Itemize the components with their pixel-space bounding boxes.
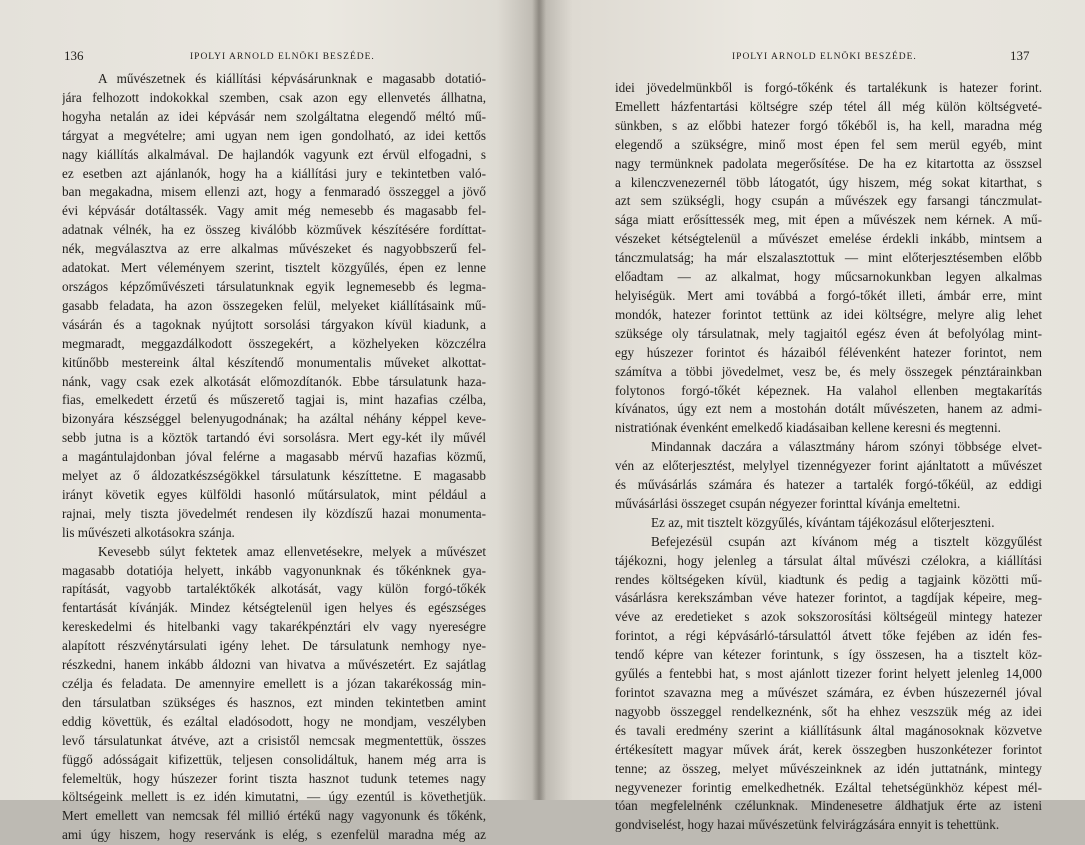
text-line: fias, emelkedett érzetű és műszerető tagjai is, mint hazafias czélba, bbox=[62, 392, 486, 408]
text-line: tendő képre van kétezer forintunk, s így összesen, ha a tisztelt köz- bbox=[615, 647, 1042, 663]
text-line: gondviselést, hogy hazai művészetünk felvirágzására ennyit is tehettünk. bbox=[615, 817, 1000, 833]
text-line: adatokat. Mert véleményem szerint, tisztelt közgyűlés, épen ez lenne bbox=[62, 260, 486, 276]
text-line: kitűnőbb mestereink által készítendő monumentalis műveket alkottat- bbox=[62, 354, 486, 370]
page-number: 136 bbox=[64, 48, 84, 63]
text-line: előadtam — az alkalmat, hogy műcsarnokunkban legyen alkalmas bbox=[615, 269, 1042, 285]
text-line: elegendő a szükségre, minő most épen fel sem merül egyéb, mint bbox=[615, 136, 1042, 152]
text-line: kívánatos, úgy ezt nem a mostohán dotált művészeten, hanem az admi- bbox=[615, 401, 1042, 417]
text-line: egy húszezer forintot és házaiból félévenként hatezer forintot, nem bbox=[615, 344, 1042, 360]
text-line: lis művészeti alkotásokra szánja. bbox=[62, 524, 235, 540]
text-line: vásárlásra kerekszámban véve hatezer forintot, a tagdíjak képeire, meg- bbox=[615, 590, 1042, 606]
text-line: mondók, hatezer forintot tettünk az idei költségre, melyre alig lehet bbox=[615, 306, 1042, 322]
text-line: nistratiónak évenként emelkedő kiadásaiban kellene keresni és megtenni. bbox=[615, 420, 1001, 436]
text-line: a magántulajdonban jóval felérne a magasabb mérvű hazafias közmű, bbox=[62, 449, 486, 465]
text-line: ez esetben azt ajánlanók, hogy ha a kiállítási jury e tekintetben való- bbox=[62, 165, 486, 181]
text-line: tájékozni, hogy jelenleg a társulat által művészi czélokra, a kiállítási bbox=[615, 552, 1042, 568]
text-line: rendes költségeken kívül, kiadtunk és pedig a tagjaink közötti mű- bbox=[615, 571, 1042, 587]
text-line: függő adósságait kifizettük, teljesen consolidáltuk, hanem még arra is bbox=[62, 751, 486, 767]
right-page bbox=[540, 0, 1085, 833]
text-line: nagyobb összeggel rendelkeznénk, sőt ha ehhez veszszük még az idei bbox=[615, 703, 1042, 719]
text-line: nagy kiállítás alkalmával. De hajlandók vagyunk ezt érvül elfogadni, s bbox=[62, 146, 486, 162]
left-page bbox=[0, 0, 540, 843]
text-line: adatnak vélnék, ha ez összeg kiválóbb közművek készítésére fordíttat- bbox=[62, 222, 486, 238]
text-line: sebb jutna is a köztök tartandó évi sorsolásra. Mert egy-két ily művél bbox=[62, 430, 486, 446]
page-number: 137 bbox=[1010, 48, 1030, 63]
text-line: helyiségük. Mert ami továbbá a forgó-tőkét illeti, ámbár erre, mint bbox=[615, 287, 1042, 303]
text-line: rajnai, mely tiszta jövedelmét rendesen ily közdíszű hazai monumenta- bbox=[62, 505, 486, 521]
text-line: és művásárlás számára és hatezer a tartalék forgó-tőkéül, az eddigi bbox=[615, 477, 1042, 493]
text-line: nagy termünknek padolata megerősítése. De ha ez kitartotta az összsel bbox=[615, 155, 1042, 171]
text-line: a kilenczvenezernél több látogatót, úgy hiszem, még sokat kitarthat, s bbox=[615, 174, 1042, 190]
text-line: den társulatban szükséges és hasznos, ezt minden tekintetben amint bbox=[62, 694, 486, 710]
text-line: Kevesebb súlyt fektetek amaz ellenvetésekre, melyek a művészet bbox=[98, 543, 486, 559]
text-line: tenne; az összeg, melyet művészeinknek az idén juttatnánk, mintegy bbox=[615, 760, 1042, 776]
text-line: melyet az ő áldozatkészségökkel társulatunk készíttetne. E magasabb bbox=[62, 468, 486, 484]
text-line: vásárán és a tagoknak nyújtott sorsolási tárgyakon kívül kiadunk, a bbox=[62, 316, 486, 332]
text-line: gyűlés a fentebbi hat, s most ajánlott tizezer forint helyett jelenleg 14,000 bbox=[615, 666, 1042, 682]
text-line: országos képzőművészeti társulatunknak egyik legnemesebb és legma- bbox=[62, 278, 486, 294]
right-page-text bbox=[615, 79, 1042, 835]
text-line: gasabb feladata, ha azon összegeken felül, melyeket kiállításaink mű- bbox=[62, 297, 486, 313]
text-line: költségeink mellett is ez idén kimutatni, — úgy ezentúl is követhetjük. bbox=[62, 789, 486, 805]
text-line: levő társulatunkat átvéve, azt a crisistől nemcsak megmentettük, összes bbox=[62, 732, 486, 748]
text-line: forintot szavazna meg a művészet számára, ez évben húszezernél jóval bbox=[615, 685, 1042, 700]
text-line: és tavali eredmény szerint a kiállításunk által magánosoknak közvetve bbox=[615, 722, 1042, 738]
text-line: Befejezésül csupán azt kívánom még a tisztelt közgyűlést bbox=[651, 533, 1042, 549]
text-line: ban megakadna, misem ellenzi azt, hogy a fenmaradó összeggel a jövő bbox=[62, 184, 486, 200]
left-page-text bbox=[62, 70, 486, 845]
text-line: sága miatt erősíttessék meg, mit épen a művészek nem kérnek. A mű- bbox=[615, 212, 1042, 228]
text-line: évi képvásár dotáltassék. Vagy amit még nemesebb és magasabb fel- bbox=[62, 203, 486, 219]
text-line: felemeltük, hogy húszezer forint tiszta hasznot tudunk tetemes nagy bbox=[62, 770, 486, 786]
text-line: magasabb dotatiója helyett, inkább vagyonunknak és tőkénknek gya- bbox=[62, 562, 486, 578]
text-line: czélja és feladata. De amennyire emellett is a józan takarékosság min- bbox=[62, 676, 486, 691]
text-line: véve az eredetieket s azok sokszorosítási költségeül mintegy hatezer bbox=[615, 609, 1042, 625]
text-line: alapított részvénytársulati igény lehet. De társulatunk nemhogy nye- bbox=[62, 638, 486, 654]
text-line: szüksége oly társulatnak, mely tagjaitól egész éven át befolyólag mint- bbox=[615, 325, 1042, 341]
text-line: sünkben, s az előbbi hatezer forgó tőkéből is, ha kell, maradna még bbox=[615, 117, 1042, 133]
text-line: A művészetnek és kiállítási képvásárunknak e magasabb dotatió- bbox=[98, 71, 486, 86]
text-line: idei jövedelmünkből is forgó-tőkénk és tartalékunk is hatezer forint. bbox=[615, 80, 1042, 95]
text-line: számítva a többi jövedelmet, vesz be, és mely összegek pénztárainkban bbox=[615, 363, 1042, 379]
book-gutter bbox=[532, 0, 546, 800]
text-line: jára felhozott indokokkal szemben, csak azon egy ellenvetés állhatna, bbox=[62, 89, 486, 105]
text-line: folytonos forgó-tőkét képeznek. Ha valahol ellenben megtakarítás bbox=[615, 382, 1042, 398]
text-line: megmaradt, meggazdálkodott összegekért, a közhelyeken közczélra bbox=[62, 335, 486, 351]
text-line: kereskedelmi és hitelbanki vagy takarékpénztári elv vagy nyereségre bbox=[62, 619, 486, 635]
running-head: IPOLYI ARNOLD ELNÖKI BESZÉDE. bbox=[190, 52, 375, 62]
text-line: bizonyára készséggel belenyugodnának; ha azáltal néhány képpel keve- bbox=[62, 411, 486, 427]
text-line: fentartását kívánják. Mindez kétségtelenül igen helyes és egészséges bbox=[62, 600, 486, 616]
text-line: értékesített magyar művek árát, kerek összegben huszonkétezer forintot bbox=[615, 741, 1042, 757]
text-line: nánk, vagy csak ezek alkotását előmozdítanók. Ebbe társulatunk haza- bbox=[62, 373, 486, 389]
text-line: Mindannak daczára a választmány három szónyi többsége elvet- bbox=[651, 439, 1042, 455]
text-line: tárgyat a megvételre; ami ugyan nem igen gondolható, az idei kettős bbox=[62, 127, 486, 143]
text-line: negyvenezer forintig emelkedhetnék. Ezáltal tehetségünkhöz képest mél- bbox=[615, 779, 1042, 795]
text-line: Ez az, mit tisztelt közgyűlés, kívántam tájékozásul előterjeszteni. bbox=[651, 514, 995, 530]
text-line: művásárlási összeget csupán négyezer forinttal kívánja emeltetni. bbox=[615, 495, 961, 511]
text-line: vén az előterjesztést, melylyel tizennégyezer forint ajánltatott a művészet bbox=[615, 458, 1042, 474]
text-line: vészeket kétségtelenül a művészet emelése érdekli inkább, mintsem a bbox=[615, 231, 1042, 247]
text-line: Mert emellett van nemcsak fél millió értékű nagy vagyonunk és tőkénk, bbox=[62, 808, 486, 824]
text-line: tóan megfelelnénk czélunknak. Mindenesetre áldhatjuk érte az isteni bbox=[615, 798, 1042, 814]
text-line: eddig követtük, és ezáltal eladósodott, hogy ne mondjam, veszélyben bbox=[62, 713, 486, 729]
text-line: rapítását, vagyobb tartaléktőkék alkotását, vagy külön forgó-tőkék bbox=[62, 581, 486, 597]
text-line: nék, megválasztva az erre alkalmas művészeket és nagyobbszerű fel- bbox=[62, 241, 486, 257]
text-line: hogyha netalán az idei képvásár nem szolgáltatna elegendő méltó mű- bbox=[62, 108, 486, 124]
text-line: tánczmulatság; ha már elszalasztottuk — mint előterjesztésemben előbb bbox=[615, 250, 1042, 266]
text-line: azt sem szükségli, hogy csupán a művészek egy farsangi tánczmulat- bbox=[615, 193, 1042, 209]
text-line: részkedni, hanem inkább áldozni van hivatva a művészetért. Ez sajátlag bbox=[62, 657, 486, 673]
text-line: ami úgy hiszem, hogy reservánk is elég, s ezenfelül maradna még az bbox=[62, 827, 486, 843]
text-line: Emellett házfentartási költségre szép tétel áll még külön költségveté- bbox=[615, 98, 1042, 114]
text-line: irányt követik egyes külföldi hasonló műtársulatok, mint például a bbox=[62, 486, 486, 502]
text-line: forintot, a régi képvásárló-társulattól átvett tőke fejében az idén fes- bbox=[615, 628, 1042, 644]
running-head: IPOLYI ARNOLD ELNÖKI BESZÉDE. bbox=[732, 52, 917, 62]
